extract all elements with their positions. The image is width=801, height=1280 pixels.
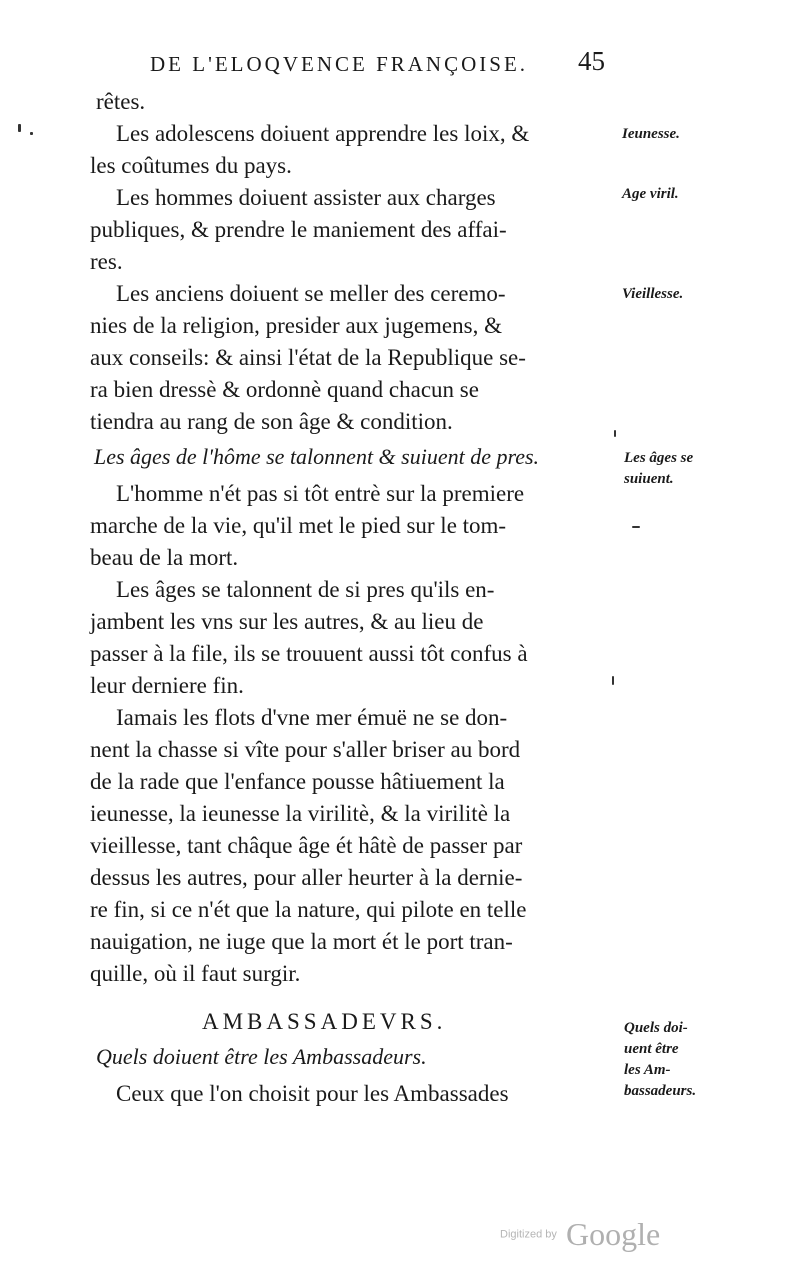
text-line: nauigation, ne iuge que la mort ét le port tran- (90, 929, 513, 954)
text-line: ra bien dressè & ordonnè quand chacun se (90, 377, 479, 402)
text-line: nies de la religion, presider aux jugemens, & (90, 313, 502, 338)
text-line: Ceux que l'on choisit pour les Ambassades (116, 1081, 509, 1106)
margin-note-line: suiuent. (624, 471, 674, 487)
google-logo: Google (565, 1216, 661, 1252)
scan-speck (632, 526, 640, 528)
margin-note-line: uent être (624, 1041, 679, 1057)
scan-speck (30, 132, 33, 135)
text-line: beau de la mort. (90, 545, 239, 570)
margin-note-ambassadeurs (624, 1018, 696, 1102)
text-line: de la rade que l'enfance pousse hâtiuement la (90, 769, 505, 794)
section-subheading: Les âges de l'hôme se talonnent & suiuent de pres. (94, 444, 540, 469)
scan-speck (614, 430, 616, 437)
text-line: Les anciens doiuent se meller des ceremo- (116, 281, 506, 306)
text-line: Les hommes doiuent assister aux charges (116, 185, 496, 210)
text-line: L'homme n'ét pas si tôt entrè sur la premiere (116, 481, 525, 506)
text-line: quille, où il faut surgir. (90, 961, 301, 986)
margin-note-line: les Am- (624, 1062, 671, 1078)
text-line: res. (90, 249, 123, 274)
text-line: rêtes. (96, 89, 146, 114)
text-line: Les adolescens doiuent apprendre les loix, & (116, 121, 530, 146)
scan-speck (18, 124, 21, 132)
section-subheading: Quels doiuent être les Ambassadeurs. (96, 1044, 427, 1069)
text-line: Iamais les flots d'vne mer émuë ne se don- (116, 705, 508, 730)
margin-note-line: Les âges se (624, 450, 694, 466)
text-line: nent la chasse si vîte pour s'aller briser au bord (90, 737, 521, 762)
margin-note-ieunesse (622, 124, 680, 145)
text-line: jambent les vns sur les autres, & au lieu de (90, 609, 484, 634)
text-line: dessus les autres, pour aller heurter à la dernie- (90, 865, 523, 890)
running-title: DE L'ELOQVENCE FRANÇOISE. (150, 52, 529, 76)
text-line: passer à la file, ils se trouuent aussi tôt confus à (90, 641, 528, 666)
text-line: leur derniere fin. (90, 673, 244, 698)
section-heading: AMBASSADEVRS. (202, 1009, 447, 1034)
margin-note-vieillesse (622, 284, 683, 305)
margin-note-line: Quels doi- (624, 1020, 688, 1036)
text-line: re fin, si ce n'ét que la nature, qui pilote en telle (90, 897, 527, 922)
text-line: ieunesse, la ieunesse la virilitè, & la virilitè la (90, 801, 511, 826)
margin-note-line: Ieunesse. (622, 126, 680, 142)
margin-note-line: Age viril. (622, 186, 679, 202)
digitized-watermark (500, 1216, 660, 1253)
margin-note-line: Vieillesse. (622, 286, 684, 302)
text-line: marche de la vie, qu'il met le pied sur le tom- (90, 513, 507, 538)
scan-speck (612, 676, 614, 685)
text-line: aux conseils: & ainsi l'état de la Republique se- (90, 345, 526, 370)
page-number: 45 (578, 46, 605, 76)
margin-note-les-ages (624, 448, 693, 490)
margin-note-line: bassadeurs. (624, 1083, 697, 1099)
text-line: les coûtumes du pays. (90, 153, 292, 178)
margin-note-age-viril (622, 184, 679, 205)
text-line: tiendra au rang de son âge & condition. (90, 409, 453, 434)
text-line: publiques, & prendre le maniement des affai- (90, 217, 507, 242)
text-line: vieillesse, tant châque âge ét hâtè de passer par (90, 833, 523, 858)
watermark-prefix: Digitized by (500, 1228, 557, 1241)
text-line: Les âges se talonnent de si pres qu'ils en- (116, 577, 495, 602)
